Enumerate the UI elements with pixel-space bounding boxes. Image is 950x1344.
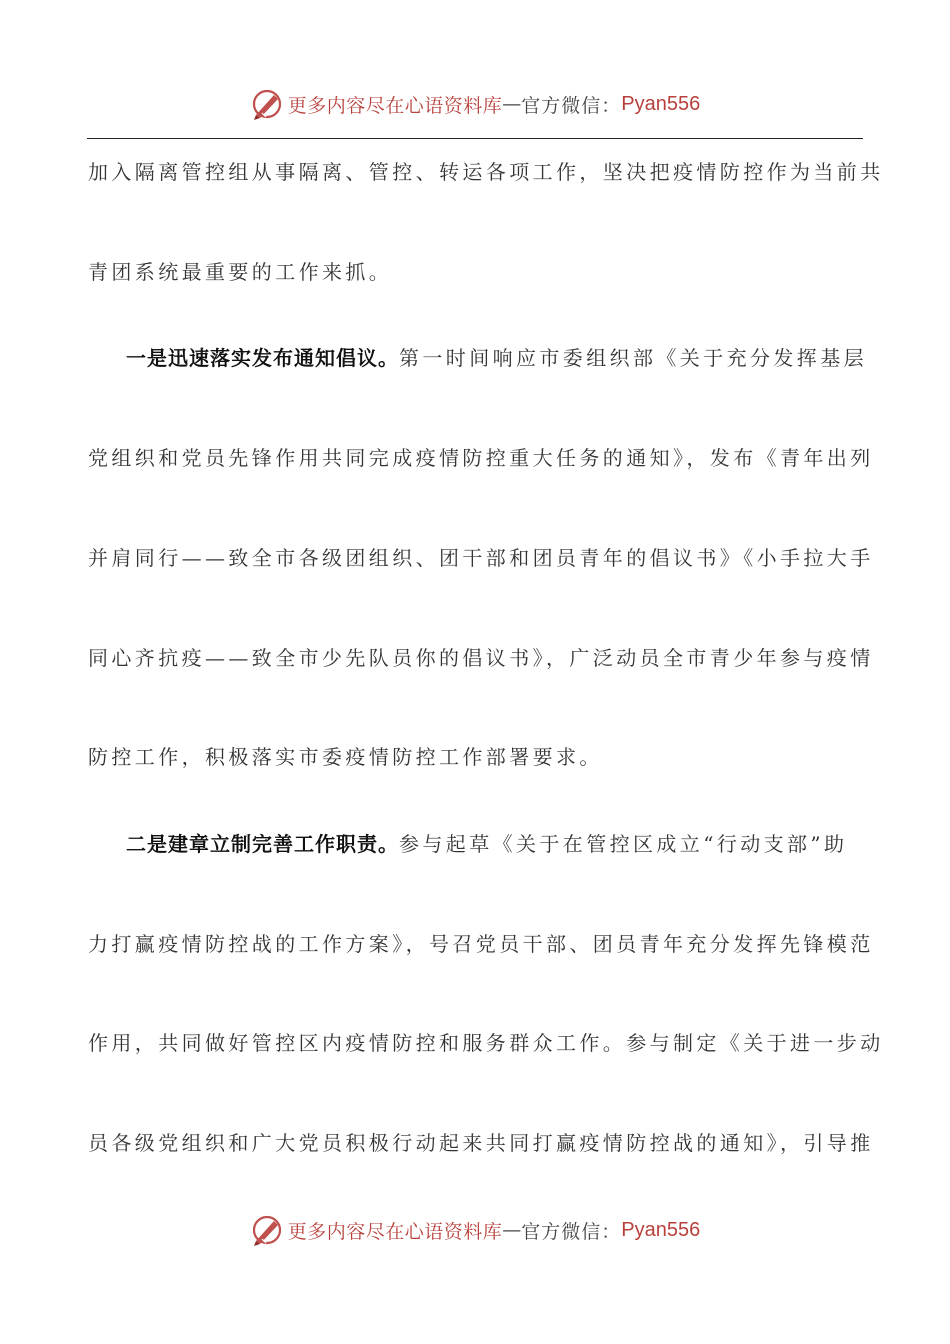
footer-brand-text: 更多内容尽在心语资料库 (287, 1220, 503, 1243)
paragraph-2-first-line-text: 参与起草《关于在管控区成立“行动支部”助 (399, 832, 848, 856)
body-line: 作用，共同做好管控区内疫情防控和服务群众工作。参与制定《关于进一步动 (88, 1031, 884, 1055)
page-header (0, 84, 950, 124)
header-brand-text: 更多内容尽在心语资料库 (287, 94, 503, 117)
header-wechat-label: 官方微信： (521, 94, 622, 117)
body-line: 党组织和党员先锋作用共同完成疫情防控重大任务的通知》，发布《青年出列 (88, 446, 874, 470)
body-line: 同心齐抗疫——致全市少先队员你的倡议书》，广泛动员全市青少年参与疫情 (88, 646, 874, 670)
header-divider (87, 138, 863, 139)
paragraph-1-first-line (88, 336, 867, 380)
page-footer (0, 1210, 950, 1250)
body-line: 青团系统最重要的工作来抓。 (88, 260, 393, 284)
body-line: 员各级党组织和广大党员积极行动起来共同打赢疫情防控战的通知》，引导推 (88, 1131, 874, 1155)
body-line: 加入隔离管控组从事隔离、管控、转运各项工作，坚决把疫情防控作为当前共 (88, 160, 884, 184)
pen-logo-icon (250, 87, 284, 121)
paragraph-1-lead: 一是迅速落实发布通知倡议。 (126, 346, 399, 370)
paragraph-1-first-line-text: 第一时间响应市委组织部《关于充分发挥基层 (399, 346, 867, 370)
pen-logo-icon (250, 1213, 284, 1247)
body-line: 力打赢疫情防控战的工作方案》，号召党员干部、团员青年充分发挥先锋模范 (88, 932, 874, 956)
body-line: 防控工作，积极落实市委疫情防控工作部署要求。 (88, 745, 603, 769)
paragraph-2-lead: 二是建章立制完善工作职责。 (126, 832, 399, 856)
header-dash: — (502, 93, 522, 115)
body-line: 并肩同行——致全市各级团组织、团干部和团员青年的倡议书》《小手拉大手 (88, 546, 874, 570)
footer-dash: — (502, 1219, 522, 1241)
paragraph-2-first-line (88, 822, 862, 866)
header-wechat-id: Pyan556 (621, 92, 701, 115)
footer-wechat-label: 官方微信： (521, 1220, 622, 1243)
footer-wechat-id: Pyan556 (621, 1218, 701, 1241)
